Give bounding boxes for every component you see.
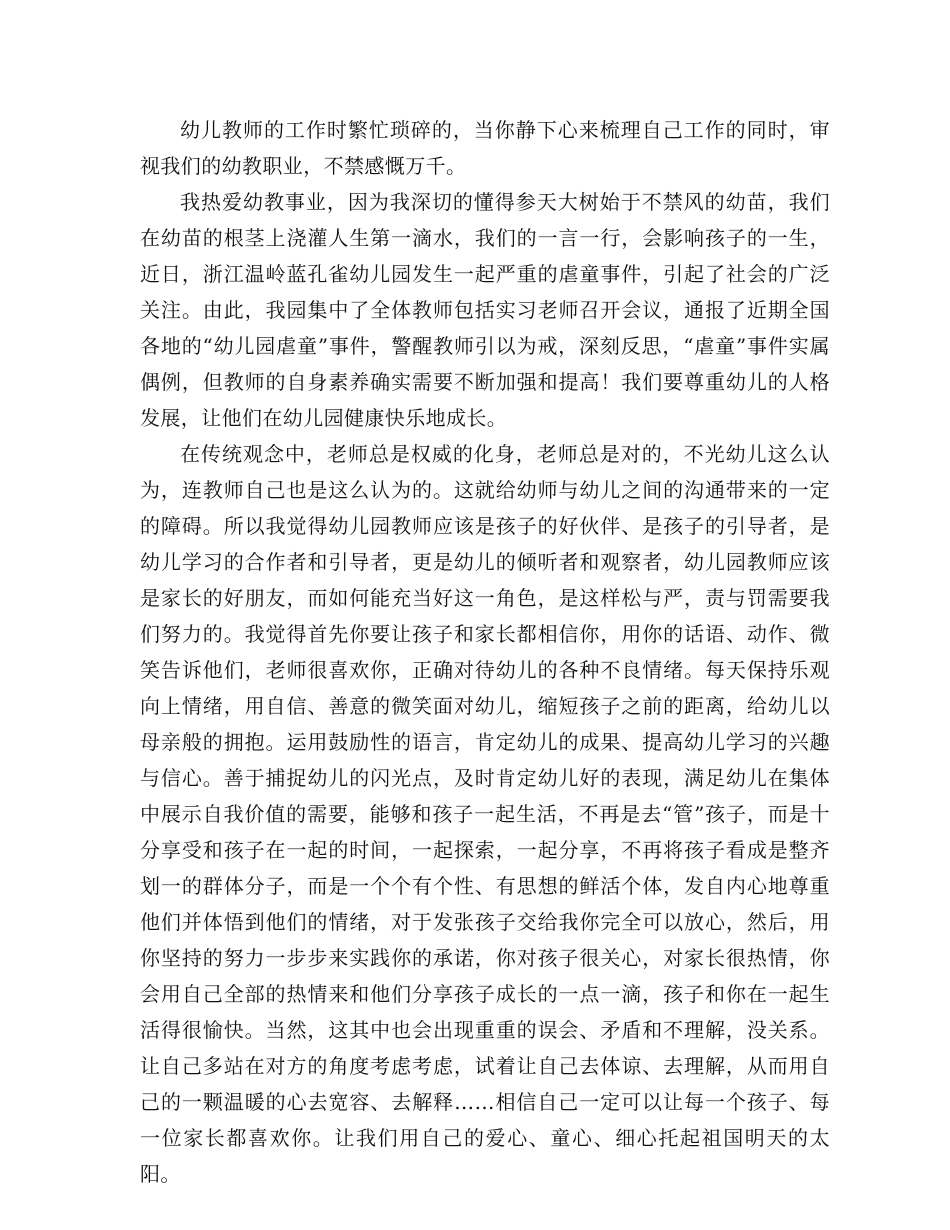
- paragraph-3: 在传统观念中，老师总是权威的化身，老师总是对的，不光幼儿这么认为，连教师自己也是这么认为的。这就给幼师与幼儿之间的沟通带来的一定的障碍。所以我觉得幼儿园教师应该是孩子的好伙伴、是孩子的引导者，是幼儿学习的合作者和引导者，更是幼儿的倾听者和观察者，幼儿园教师应该是家长的好朋友，而如何能充当好这一角色，是这样松与严，责与罚需要我们努力的。我觉得首先你要让孩子和家长都相信你，用你的话语、动作、微笑告诉他们，老师很喜欢你，正确对待幼儿的各种不良情绪。每天保持乐观向上情绪，用自信、善意的微笑面对幼儿，缩短孩子之前的距离，给幼儿以母亲般的拥抱。运用鼓励性的语言，肯定幼儿的成果、提高幼儿学习的兴趣与信心。善于捕捉幼儿的闪光点，及时肯定幼儿好的表现，满足幼儿在集体中展示自我价值的需要，能够和孩子一起生活，不再是去“管”孩子，而是十分享受和孩子在一起的时间，一起探索，一起分享，不再将孩子看成是整齐划一的群体分子，而是一个个有个性、有思想的鲜活个体，发自内心地尊重他们并体悟到他们的情绪，对于发张孩子交给我你完全可以放心，然后，用你坚持的努力一步步来实践你的承诺，你对孩子很关心，对家长很热情，你会用自己全部的热情来和他们分享孩子成长的一点一滴，孩子和你在一起生活得很愉快。当然，这其中也会出现重重的误会、矛盾和不理解，没关系。让自己多站在对方的角度考虑考虑，试着让自己去体谅、去理解，从而用自己的一颗温暖的心去宽容、去解释……相信自己一定可以让每一个孩子、每一位家长都喜欢你。让我们用自己的爱心、童心、细心托起祖国明天的太阳。: [140, 442, 830, 1186]
- paragraph-1: 幼儿教师的工作时繁忙琐碎的，当你静下心来梳理自己工作的同时，审视我们的幼教职业，不禁感慨万千。: [140, 118, 830, 178]
- paragraph-2: 我热爱幼教事业，因为我深切的懂得参天大树始于不禁风的幼苗，我们在幼苗的根茎上浇灌人生第一滴水，我们的一言一行，会影响孩子的一生，近日，浙江温岭蓝孔雀幼儿园发生一起严重的虐童事件，引起了社会的广泛关注。由此，我园集中了全体教师包括实习老师召开会议，通报了近期全国各地的“幼儿园虐童”事件，警醒教师引以为戒，深刻反思，“虐童”事件实属偶例，但教师的自身素养确实需要不断加强和提高！我们要尊重幼儿的人格发展，让他们在幼儿园健康快乐地成长。: [140, 190, 830, 430]
- document-body: [140, 112, 830, 1192]
